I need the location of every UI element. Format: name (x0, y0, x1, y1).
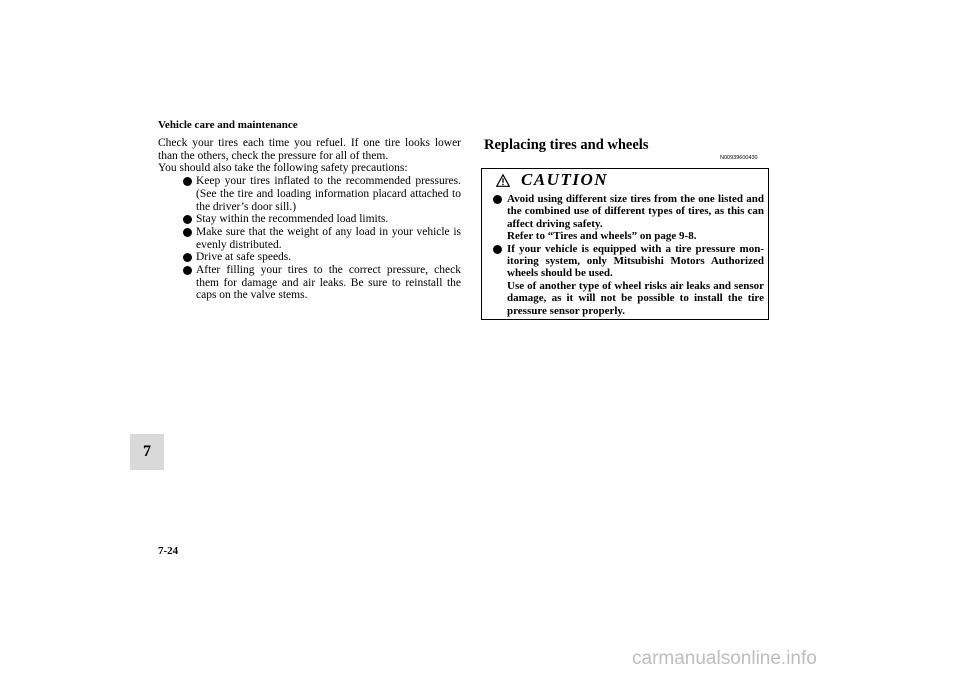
caution-box (481, 168, 769, 320)
list-item: Avoid using different size tires from the one listed and the combined use of different types of tires, as this can affect driving safety. Refer to “Tires and wheels” on page 9-8. (492, 193, 764, 243)
list-item: After filling your tires to the correct pressure, check them for damage and air leaks. Be sure to reinstall the caps on the valve stems. (158, 264, 461, 302)
chapter-tab: 7 (130, 434, 164, 470)
page-reference: Refer to “Tires and wheels” on page 9-8. (507, 230, 697, 243)
bullet-icon (183, 215, 192, 224)
caution-note: Use of another type of wheel risks air leaks and sensor damage, as it will not be possible to install the tire pressure sensor properly. (507, 279, 764, 317)
bullet-icon (493, 195, 502, 204)
left-column (158, 137, 461, 302)
bullet-icon (183, 253, 192, 262)
list-item: Keep your tires inflated to the recommended pressures. (See the tire and loading information placard attached to the driver’s door sill.) (158, 175, 461, 213)
bullet-icon (183, 266, 192, 275)
list-item: If your vehicle is equipped with a tire pressure mon- itoring system, only Mitsubishi Motors Authorized wheels should be used. Use of another type of wheel risks air leaks and sensor damage, as it will not be possible to install the tire pressure sensor properly. (492, 243, 764, 317)
list-item: Stay within the recommended load limits. (158, 213, 461, 226)
bullet-icon (183, 228, 192, 237)
section-title: Replacing tires and wheels (484, 137, 649, 153)
caution-list (492, 193, 764, 317)
bullet-icon (493, 245, 502, 254)
precautions-list (158, 175, 461, 302)
caution-title: CAUTION (521, 170, 609, 189)
warning-triangle-icon (496, 174, 510, 187)
list-item: Make sure that the weight of any load in your vehicle is evenly distributed. (158, 226, 461, 251)
precautions-intro: You should also take the following safety precautions: (158, 162, 408, 175)
caution-body (492, 193, 764, 317)
intro-paragraph: Check your tires each time you refuel. If one tire looks lower than the others, check the pressure for all of them. (158, 137, 461, 162)
page-number: 7-24 (158, 545, 179, 557)
bullet-icon (183, 177, 192, 186)
list-item: Drive at safe speeds. (158, 251, 461, 264)
caution-header (496, 170, 608, 190)
watermark: carmanualsonline.info (632, 648, 817, 669)
section-code: N00939600430 (720, 155, 758, 161)
section-header: Vehicle care and maintenance (158, 119, 298, 131)
